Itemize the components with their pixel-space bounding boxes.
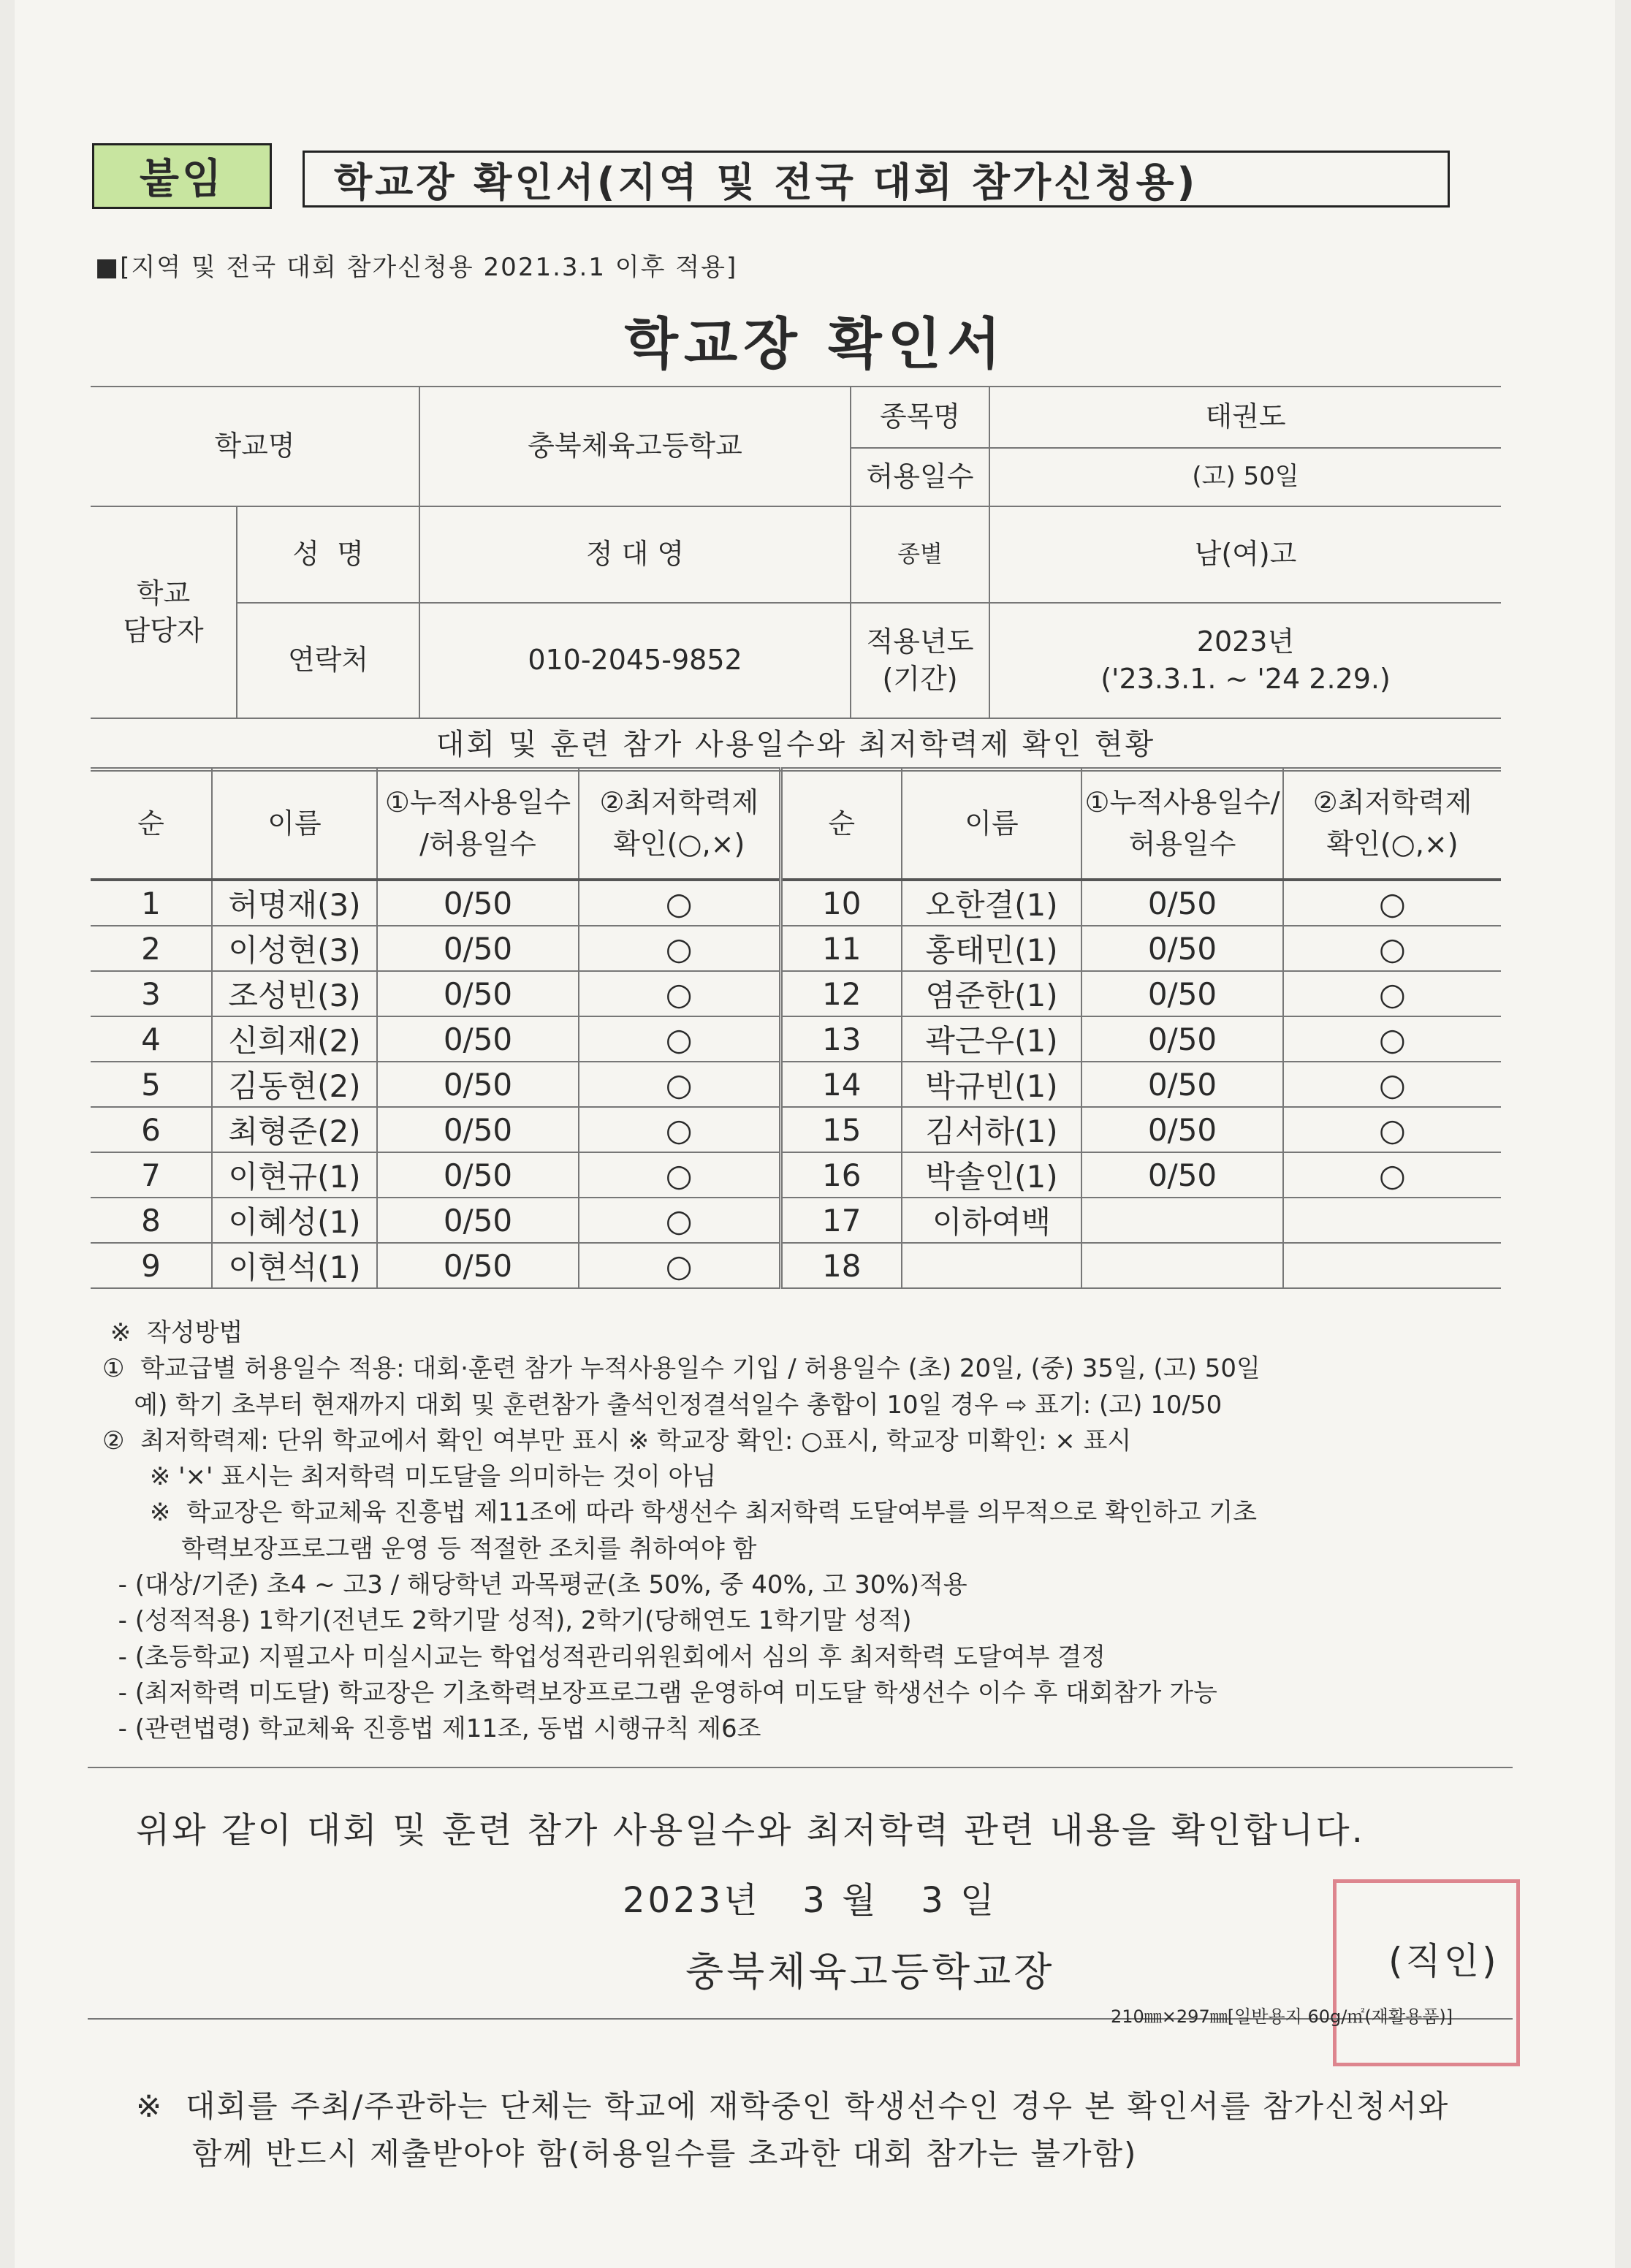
col-header-no: 순 <box>91 768 212 880</box>
cell-check-left: ○ <box>579 1107 780 1152</box>
cell-days-right: 0/50 <box>1081 1016 1283 1062</box>
cell-days-left: 0/50 <box>377 926 579 971</box>
school-staff-label-line2: 담당자 <box>123 614 204 647</box>
col-header-days-right-line1: ①누적사용일수/ <box>1084 786 1280 818</box>
cell-check-left: ○ <box>579 1062 780 1107</box>
cell-name-left: 이혜성(1) <box>212 1198 377 1243</box>
attachment-tag: 붙임 <box>92 143 272 209</box>
cell-name-right: 박솔인(1) <box>902 1152 1081 1198</box>
divider-top <box>88 1767 1513 1768</box>
cell-name-right: 곽근우(1) <box>902 1016 1081 1062</box>
principal-name: 충북체육고등학교장 <box>685 1949 1055 1995</box>
year-value-line2: ('23.3.1. ~ '24 2.29.) <box>1100 663 1391 695</box>
gender-value: 남(여)고 <box>989 506 1501 603</box>
cell-name-left: 신희재(2) <box>212 1016 377 1062</box>
cell-days-right: 0/50 <box>1081 926 1283 971</box>
info-table <box>91 386 1501 772</box>
cell-check-right: ○ <box>1283 1062 1501 1107</box>
table-row <box>91 1243 1501 1288</box>
cell-check-right: ○ <box>1283 1107 1501 1152</box>
gender-label: 종별 <box>851 506 989 603</box>
col-header-academic-right-line1: ②최저학력제 <box>1312 786 1472 818</box>
cell-name-left: 최형준(2) <box>212 1107 377 1152</box>
cell-no-right: 15 <box>780 1107 902 1152</box>
allowed-days-label: 허용일수 <box>851 448 989 506</box>
cell-no-left: 6 <box>91 1107 212 1152</box>
issue-date: 2023년 3 월 3 일 <box>623 1880 997 1921</box>
sport-value: 태권도 <box>989 387 1501 448</box>
sport-label: 종목명 <box>851 387 989 448</box>
cell-no-right: 16 <box>780 1152 902 1198</box>
cell-name-right: 오한결(1) <box>902 880 1081 926</box>
year-label-line2: (기간) <box>882 663 958 695</box>
school-name-value: 충북체육고등학교 <box>419 387 851 506</box>
note-line: ※ 작성방법 <box>102 1318 243 1347</box>
cell-name-right: 홍태민(1) <box>902 926 1081 971</box>
col-header-no-right: 순 <box>780 768 902 880</box>
cell-no-right: 18 <box>780 1243 902 1288</box>
col-header-academic <box>579 768 780 880</box>
col-header-days-line2: /허용일수 <box>419 828 536 860</box>
cell-name-right: 박규빈(1) <box>902 1062 1081 1107</box>
main-title: 학교장 확인서 <box>624 311 1007 376</box>
roster-table <box>91 767 1501 1289</box>
cell-check-right: ○ <box>1283 1152 1501 1198</box>
cell-check-left: ○ <box>579 926 780 971</box>
school-staff-label-line1: 학교 <box>136 576 191 609</box>
col-header-days-line1: ①누적사용일수 <box>384 786 571 818</box>
confirmation-statement: 위와 같이 대회 및 훈련 참가 사용일수와 최저학력 관련 내용을 확인합니다. <box>136 1810 1365 1851</box>
document-header-title: 학교장 확인서(지역 및 전국 대회 참가신청용) <box>303 151 1450 208</box>
cell-days-right: 0/50 <box>1081 1152 1283 1198</box>
col-header-name: 이름 <box>212 768 377 880</box>
footer-line: ※ 대회를 주최/주관하는 단체는 학교에 재학중인 학생선수인 경우 본 확인서를 참가신청서와 <box>136 2088 1450 2124</box>
cell-check-right: ○ <box>1283 1016 1501 1062</box>
table-row <box>91 1107 1501 1152</box>
footer-note <box>136 2082 1449 2177</box>
cell-days-left: 0/50 <box>377 971 579 1016</box>
note-line: - (최저학력 미도달) 학교장은 기초학력보장프로그램 운영하여 미도달 학생선수 이수 후 대회참가 가능 <box>102 1678 1217 1708</box>
allowed-days-value: (고) 50일 <box>989 448 1501 506</box>
cell-name-left: 이현규(1) <box>212 1152 377 1198</box>
note-line: - (관련법령) 학교체육 진흥법 제11조, 동법 시행규칙 제6조 <box>102 1714 761 1744</box>
cell-name-left: 허명재(3) <box>212 880 377 926</box>
cell-no-left: 3 <box>91 971 212 1016</box>
cell-no-right: 10 <box>780 880 902 926</box>
cell-days-left: 0/50 <box>377 1152 579 1198</box>
school-name-label: 학교명 <box>91 387 419 506</box>
year-value <box>989 603 1501 718</box>
cell-name-left: 조성빈(3) <box>212 971 377 1016</box>
col-header-academic-right-line2: 확인(○,×) <box>1326 828 1459 860</box>
note-line: - (초등학교) 지필고사 미실시교는 학업성적관리위원회에서 심의 후 최저학력 도달여부 결정 <box>102 1642 1106 1672</box>
table-row <box>91 880 1501 926</box>
cell-name-right: 김서하(1) <box>902 1107 1081 1152</box>
cell-no-right: 13 <box>780 1016 902 1062</box>
table-row <box>91 1016 1501 1062</box>
cell-no-left: 1 <box>91 880 212 926</box>
cell-check-right: ○ <box>1283 926 1501 971</box>
year-value-line1: 2023년 <box>1196 625 1295 658</box>
cell-check-right <box>1283 1198 1501 1243</box>
school-staff-label <box>91 506 237 718</box>
col-header-days-right <box>1081 768 1283 880</box>
cell-name-right <box>902 1243 1081 1288</box>
table-row <box>91 926 1501 971</box>
cell-check-right <box>1283 1243 1501 1288</box>
cell-name-left: 김동현(2) <box>212 1062 377 1107</box>
cell-name-left: 이성현(3) <box>212 926 377 971</box>
col-header-days <box>377 768 579 880</box>
applicability-note: ■[지역 및 전국 대회 참가신청용 2021.3.1 이후 적용] <box>95 253 738 282</box>
cell-days-left: 0/50 <box>377 1016 579 1062</box>
cell-no-right: 17 <box>780 1198 902 1243</box>
cell-days-right <box>1081 1198 1283 1243</box>
col-header-academic-right <box>1283 768 1501 880</box>
roster-body <box>91 880 1501 1288</box>
table-row <box>91 1152 1501 1198</box>
year-label <box>851 603 989 718</box>
cell-no-right: 11 <box>780 926 902 971</box>
cell-no-left: 8 <box>91 1198 212 1243</box>
note-line: ※ '×' 표시는 최저학력 미도달을 의미하는 것이 아님 <box>102 1462 717 1492</box>
cell-days-right: 0/50 <box>1081 1107 1283 1152</box>
note-line: ① 학교급별 허용일수 적용: 대회·훈련 참가 누적사용일수 기입 / 허용일수 (초) 20일, (중) 35일, (고) 50일 <box>102 1354 1261 1384</box>
cell-check-left: ○ <box>579 1016 780 1062</box>
section-title: 대회 및 훈련 참가 사용일수와 최저학력제 확인 현황 <box>91 718 1501 771</box>
cell-no-left: 9 <box>91 1243 212 1288</box>
cell-name-right: 염준한(1) <box>902 971 1081 1016</box>
cell-days-left: 0/50 <box>377 1062 579 1107</box>
cell-check-right: ○ <box>1283 971 1501 1016</box>
cell-check-left: ○ <box>579 971 780 1016</box>
cell-no-left: 7 <box>91 1152 212 1198</box>
cell-days-right: 0/50 <box>1081 1062 1283 1107</box>
note-line: - (대상/기준) 초4 ~ 고3 / 해당학년 과목평균(초 50%, 중 40%, 고 30%)적용 <box>102 1570 967 1600</box>
cell-name-left: 이현석(1) <box>212 1243 377 1288</box>
contact-value: 010-2045-9852 <box>419 603 851 718</box>
cell-check-left: ○ <box>579 1243 780 1288</box>
cell-no-right: 12 <box>780 971 902 1016</box>
contact-label: 연락처 <box>237 603 419 718</box>
cell-no-left: 5 <box>91 1062 212 1107</box>
paper-spec: 210㎜×297㎜[일반용지 60g/㎡(재활용품)] <box>1111 2006 1453 2027</box>
cell-check-left: ○ <box>579 1198 780 1243</box>
note-line: ② 최저학력제: 단위 학교에서 확인 여부만 표시 ※ 학교장 확인: ○표시, 학교장 미확인: × 표시 <box>102 1426 1132 1455</box>
note-line: - (성적적용) 1학기(전년도 2학기말 성적), 2학기(당해연도 1학기말 성적) <box>102 1606 912 1636</box>
year-label-line1: 적용년도 <box>866 625 974 658</box>
cell-days-left: 0/50 <box>377 1243 579 1288</box>
table-row <box>91 1062 1501 1107</box>
cell-days-right <box>1081 1243 1283 1288</box>
cell-no-left: 2 <box>91 926 212 971</box>
table-row <box>91 1198 1501 1243</box>
seal-label: (직인) <box>1388 1940 1499 1982</box>
cell-no-left: 4 <box>91 1016 212 1062</box>
footer-line: 함께 반드시 제출받아야 함(허용일수를 초과한 대회 참가는 불가함) <box>136 2136 1138 2172</box>
cell-days-left: 0/50 <box>377 1198 579 1243</box>
staff-name-label: 성 명 <box>237 506 419 603</box>
cell-name-right: 이하여백 <box>902 1198 1081 1243</box>
col-header-days-right-line2: 허용일수 <box>1128 828 1236 860</box>
note-line: 예) 학기 초부터 현재까지 대회 및 훈련참가 출석인정결석일수 총합이 10일 경우 ⇨ 표기: (고) 10/50 <box>102 1390 1223 1420</box>
cell-days-left: 0/50 <box>377 1107 579 1152</box>
cell-check-left: ○ <box>579 1152 780 1198</box>
cell-no-right: 14 <box>780 1062 902 1107</box>
writing-instructions <box>102 1315 1261 1748</box>
cell-check-right: ○ <box>1283 880 1501 926</box>
cell-days-right: 0/50 <box>1081 971 1283 1016</box>
cell-check-left: ○ <box>579 880 780 926</box>
col-header-academic-line1: ②최저학력제 <box>599 786 759 818</box>
cell-days-right: 0/50 <box>1081 880 1283 926</box>
staff-name-value: 정 대 영 <box>419 506 851 603</box>
col-header-name-right: 이름 <box>902 768 1081 880</box>
table-row <box>91 971 1501 1016</box>
note-line: ※ 학교장은 학교체육 진흥법 제11조에 따라 학생선수 최저학력 도달여부를 의무적으로 확인하고 기초 <box>102 1498 1258 1528</box>
col-header-academic-line2: 확인(○,×) <box>613 828 745 860</box>
cell-days-left: 0/50 <box>377 880 579 926</box>
note-line: 학력보장프로그램 운영 등 적절한 조치를 취하여야 함 <box>102 1534 757 1564</box>
